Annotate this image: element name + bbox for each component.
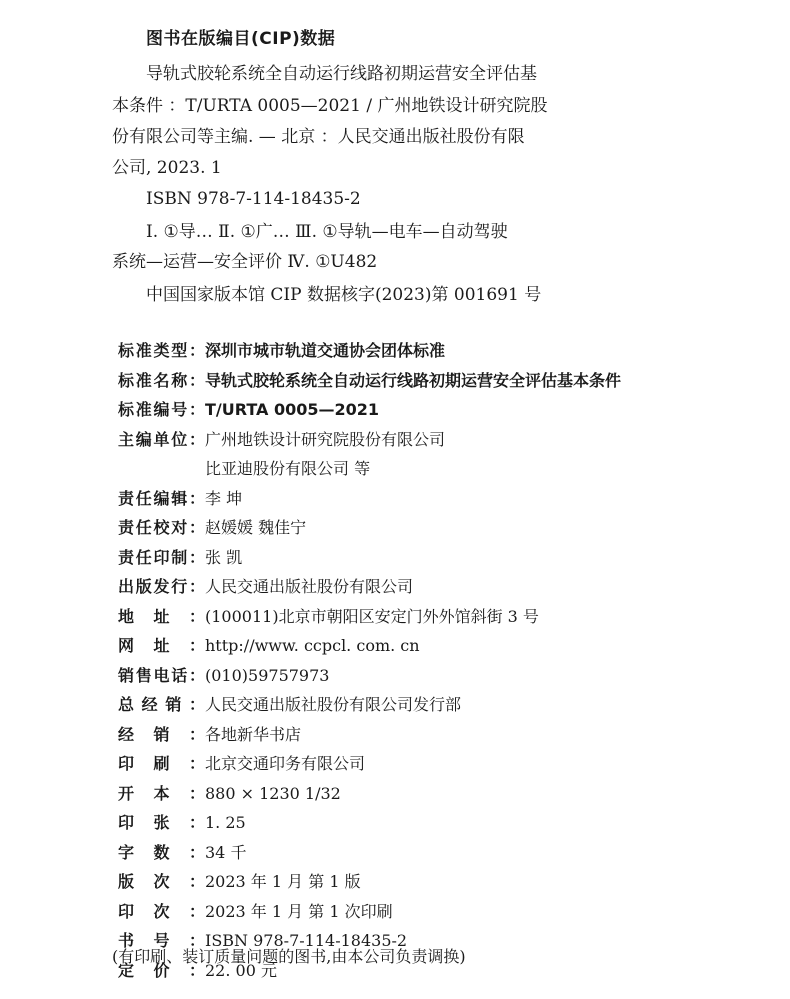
detail-label: 字 数 ： xyxy=(118,842,205,862)
detail-label: 印 刷 ： xyxy=(118,754,205,773)
detail-value: 导轨式胶轮系统全自动运行线路初期运营安全评估基本条件 xyxy=(205,370,622,390)
detail-value: 34 千 xyxy=(205,842,247,862)
detail-row xyxy=(118,515,758,545)
detail-row xyxy=(118,633,758,663)
detail-row xyxy=(118,899,758,929)
detail-label: 出 版 发 行 ： xyxy=(118,577,205,596)
detail-value: T/URTA 0005—2021 xyxy=(205,400,380,419)
detail-label: 书 号 ： xyxy=(118,931,205,950)
detail-label: 地 址 ： xyxy=(118,606,205,626)
detail-row xyxy=(118,427,758,457)
detail-label: 销 售 电 话 ： xyxy=(118,665,205,685)
detail-row xyxy=(118,663,758,693)
detail-value: 2023 年 1 月 第 1 版 xyxy=(205,872,361,891)
cip-line: 公司, 2023. 1 xyxy=(112,158,222,178)
detail-value: (100011)北京市朝阳区安定门外外馆斜街 3 号 xyxy=(205,606,539,626)
footnote: (有印刷、装订质量问题的图书,由本公司负责调换) xyxy=(112,947,466,966)
detail-label: 印 张 ： xyxy=(118,813,205,832)
detail-label: 总 经 销 ： xyxy=(118,695,205,714)
detail-row xyxy=(118,781,758,811)
detail-value: 李 坤 xyxy=(205,488,243,508)
detail-label: 责 任 编 辑 ： xyxy=(118,488,205,508)
detail-value: 人民交通出版社股份有限公司 xyxy=(205,577,414,596)
detail-value: 北京交通印务有限公司 xyxy=(205,754,366,773)
detail-row xyxy=(118,751,758,781)
detail-row xyxy=(118,486,758,516)
detail-row xyxy=(118,604,758,634)
detail-label: 定 价 ： xyxy=(118,960,205,980)
detail-label: 印 次 ： xyxy=(118,901,205,921)
detail-label: 经 销 ： xyxy=(118,724,205,744)
detail-label: 责 任 印 制 ： xyxy=(118,547,205,567)
cip-line: 份有限公司等主编. — 北京 ：人民交通出版社股份有限 xyxy=(112,127,525,147)
detail-value: 各地新华书店 xyxy=(205,724,302,744)
cip-classification: Ⅰ. ①导… Ⅱ. ①广… Ⅲ. ①导轨—电车—自动驾驶 xyxy=(146,222,508,242)
detail-label: 主 编 单 位 ： xyxy=(118,429,205,449)
cip-line: 本条件 ：T/URTA 0005—2021 / 广州地铁设计研究院股 xyxy=(112,96,548,116)
detail-label: 标 准 名 称 ： xyxy=(118,370,205,390)
cip-classification: 系统—运营—安全评价 Ⅳ. ①U482 xyxy=(112,252,378,272)
cip-record-number: 中国国家版本馆 CIP 数据核字(2023)第 001691 号 xyxy=(146,285,542,305)
detail-row xyxy=(118,869,758,899)
detail-label: 版 次 ： xyxy=(118,872,205,891)
detail-value: 1. 25 xyxy=(205,813,246,832)
detail-label: 网 址 ： xyxy=(118,636,205,655)
detail-label: 开 本 ： xyxy=(118,783,205,803)
detail-row xyxy=(118,722,758,752)
detail-row xyxy=(118,810,758,840)
detail-value-continued: 比亚迪股份有限公司 等 xyxy=(205,459,371,478)
detail-value: 880 × 1230 1/32 xyxy=(205,783,341,803)
detail-value: (010)59757973 xyxy=(205,665,330,685)
detail-row xyxy=(118,338,758,368)
detail-row xyxy=(118,397,758,427)
detail-value: 深圳市城市轨道交通协会团体标准 xyxy=(205,341,446,360)
detail-value: 赵媛媛 魏佳宁 xyxy=(205,518,307,537)
detail-value: 22. 00 元 xyxy=(205,960,277,980)
detail-value: http://www. ccpcl. com. cn xyxy=(205,636,420,655)
detail-value: ISBN 978-7-114-18435-2 xyxy=(205,931,408,950)
cip-line: 导轨式胶轮系统全自动运行线路初期运营安全评估基 xyxy=(146,64,537,84)
detail-row xyxy=(118,545,758,575)
detail-value: 广州地铁设计研究院股份有限公司 xyxy=(205,429,446,449)
cip-isbn: ISBN 978-7-114-18435-2 xyxy=(146,189,361,209)
detail-value: 人民交通出版社股份有限公司发行部 xyxy=(205,695,462,714)
detail-label: 标 准 类 型 ： xyxy=(118,341,205,360)
publication-details xyxy=(118,338,758,987)
detail-value: 张 凯 xyxy=(205,547,243,567)
detail-row xyxy=(118,574,758,604)
detail-row xyxy=(118,368,758,398)
cip-heading: 图书在版编目(CIP)数据 xyxy=(146,29,336,49)
detail-value: 2023 年 1 月 第 1 次印刷 xyxy=(205,901,393,921)
detail-row xyxy=(118,840,758,870)
detail-label: 标 准 编 号 ： xyxy=(118,400,205,419)
detail-row xyxy=(118,692,758,722)
detail-label: 责 任 校 对 ： xyxy=(118,518,205,537)
